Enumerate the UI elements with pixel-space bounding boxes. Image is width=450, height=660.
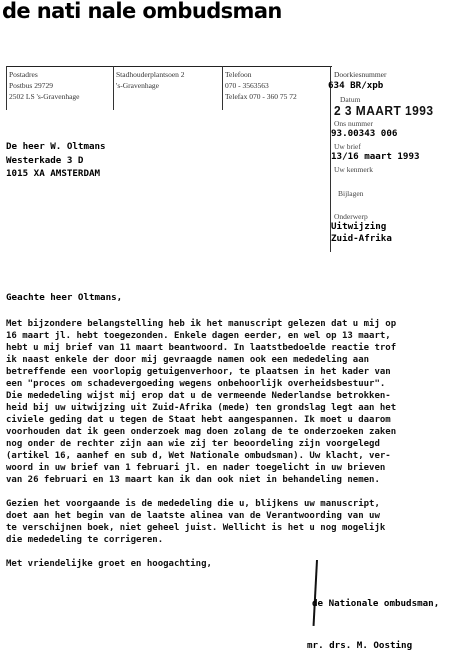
signer-name: mr. drs. M. Oosting — [307, 640, 413, 651]
visit-address-line: Stadhouderplantsoen 2 — [116, 70, 185, 79]
onderwerp-line: Zuid-Afrika — [331, 233, 392, 244]
body-line: 16 maart jl. hebt toegezonden. Enkele dagen eerder, en wel op 13 maart, — [6, 331, 391, 341]
body-line: heid bij uw uitwijzing uit Zuid-Afrika (mede) ten grondslag legt aan het — [6, 403, 397, 413]
body-line: van 26 februari en 13 maart kan ik dan ook niet in behandeling nemen. — [6, 475, 380, 485]
body-line: Met bijzondere belangstelling heb ik het manuscript gelezen dat u mij op — [6, 319, 397, 329]
body-line: voorhouden dat ik geen onderzoek mag doen zolang de te onderzoeken zaken — [6, 427, 397, 437]
salutation: Geachte heer Oltmans, — [6, 292, 123, 303]
telefoon-value: 070 - 3563563 — [225, 81, 269, 90]
header-rule — [6, 66, 332, 67]
recipient-street: Westerkade 3 D — [6, 155, 84, 166]
paragraph-2 — [6, 498, 446, 546]
postadres-line: 2502 LS 's-Gravenhage — [9, 92, 80, 101]
header-divider — [222, 66, 223, 110]
header-divider — [6, 66, 7, 110]
body-line: hebt u mij brief van 11 maart beantwoord. In laatstbedoelde reactie trof — [6, 343, 397, 353]
signer-title: de Nationale ombudsman, — [312, 598, 440, 609]
body-line: Gezien het voorgaande is de mededeling die u, blijkens uw manuscript, — [6, 499, 380, 509]
paragraph-1 — [6, 318, 446, 486]
body-line: betreffende een voorlopig getuigenverhoor, te plaatsen in het kader van — [6, 367, 391, 377]
body-line: Die mededeling wijst mij erop dat u de vermeende Nederlandse betrokken- — [6, 391, 391, 401]
body-line: Met vriendelijke groet en hoogachting, — [6, 559, 212, 569]
body-line: (artikel 16, aanhef en sub d, Wet Nationale ombudsman). Uw klacht, ver- — [6, 451, 391, 461]
closing-line — [6, 558, 446, 570]
visit-address-line: 's-Gravenhage — [116, 81, 159, 90]
datum-label: Datum — [340, 95, 361, 104]
recipient-name: De heer W. Oltmans — [6, 141, 106, 152]
date-stamp: 2 3 MAART 1993 — [334, 103, 434, 118]
body-line: doet aan het begin van de laatste alinea van de Verantwoording van uw — [6, 511, 380, 521]
onderwerp-label: Onderwerp — [334, 212, 368, 221]
header-divider — [113, 66, 114, 110]
body-line: woord in uw brief van 1 februari jl. en nader toegelicht in uw brieven — [6, 463, 386, 473]
ons-nummer-value: 93.00343 006 — [331, 128, 398, 139]
telefax-value: Telefax 070 - 360 75 72 — [225, 92, 297, 101]
postadres-line: Postbus 29729 — [9, 81, 53, 90]
body-line: een "proces om schadevergoeding wegens onbehoorlijk overheidsbestuur". — [6, 379, 386, 389]
body-line: nog onder de rechter zijn aan wie zij ter beoordeling zijn voorgelegd — [6, 439, 380, 449]
letter-body — [6, 318, 446, 582]
body-line: civiele geding dat u tegen de Staat hebt aangespannen. Ik moet u daarom — [6, 415, 391, 425]
onderwerp-line: Uitwijzing — [331, 221, 387, 232]
uw-kenmerk-label: Uw kenmerk — [334, 165, 373, 174]
postadres-label: Postadres — [9, 70, 38, 79]
body-line: ik naast enkele der door mij gevraagde namen ook een mededeling aan — [6, 355, 370, 365]
bijlagen-label: Bijlagen — [338, 189, 364, 198]
ons-nummer-label: Ons nummer — [334, 119, 373, 128]
doorkiesnummer-value: 634 BR/xpb — [328, 80, 384, 91]
body-line: te verschijnen boek, niet geheel juist. Wellicht is het u nog mogelijk — [6, 523, 386, 533]
uw-brief-value: 13/16 maart 1993 — [331, 151, 420, 162]
doorkiesnummer-label: Doorkiesnummer — [334, 70, 387, 79]
uw-brief-label: Uw brief — [334, 142, 361, 151]
telefoon-label: Telefoon — [225, 70, 252, 79]
body-line: die mededeling te corrigeren. — [6, 535, 164, 545]
recipient-city: 1015 XA AMSTERDAM — [6, 168, 101, 179]
letterhead-logo: de nati nale ombudsman — [2, 0, 282, 23]
